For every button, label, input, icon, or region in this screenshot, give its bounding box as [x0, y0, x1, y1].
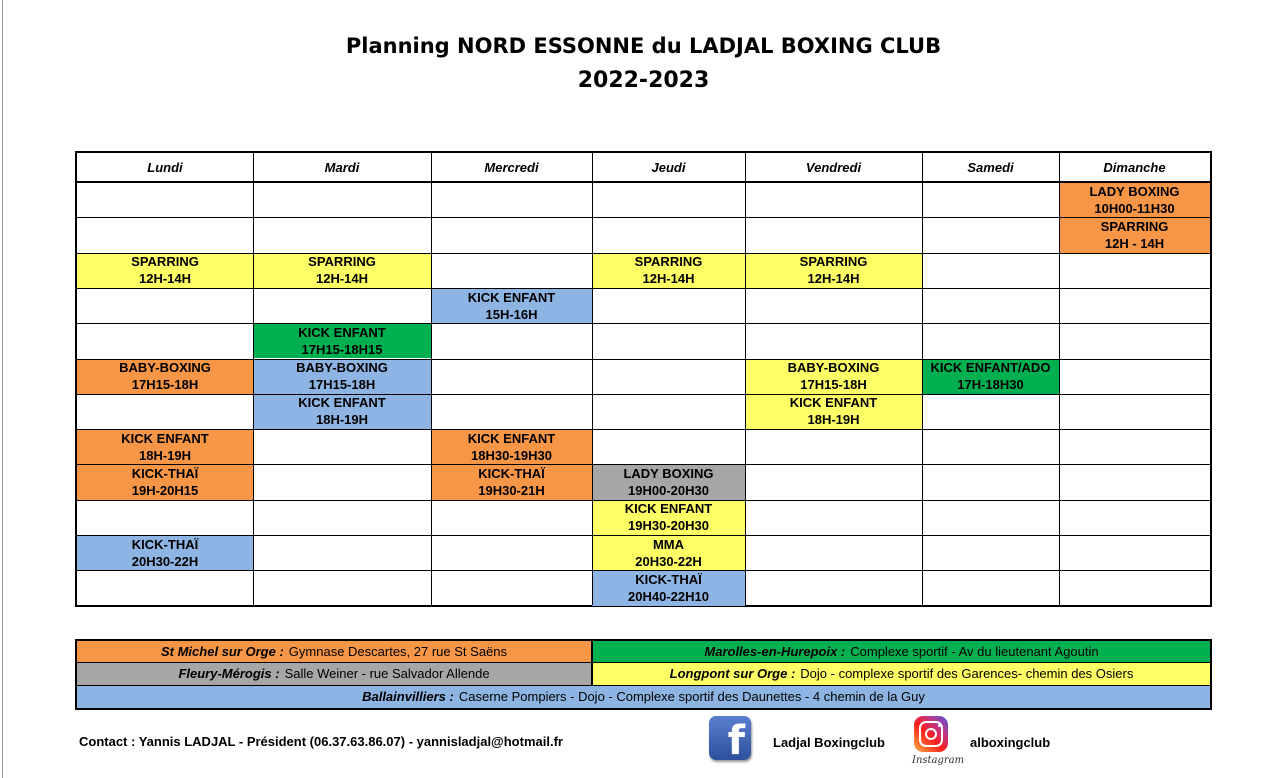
- session-name: MMA: [652, 536, 685, 552]
- location-ballainvilliers: [77, 686, 1210, 708]
- day-header-dimanche: Dimanche: [1103, 160, 1166, 175]
- session-name: BABY-BOXING: [296, 360, 388, 376]
- row-divider: [77, 429, 1210, 430]
- session-name: SPARRING: [131, 254, 199, 270]
- session-name: KICK-THAÏ: [478, 466, 545, 482]
- session-time: 18H30-19H30: [471, 447, 552, 463]
- facebook-page-label: Ladjal Boxingclub: [773, 735, 885, 750]
- session-name: SPARRING: [634, 254, 703, 270]
- session-time: 15H-16H: [485, 306, 538, 322]
- location-marolles-en-hurepoix: [593, 641, 1210, 663]
- location-address: Complexe sportif - Av du lieutenant Agoutin: [850, 644, 1099, 660]
- session-mardi-kick-enfant: [253, 323, 431, 358]
- session-lundi-kick-thai: [77, 535, 253, 570]
- day-header-lundi: Lundi: [147, 160, 183, 175]
- session-time: 12H-14H: [642, 271, 695, 287]
- session-time: 17H-18H30: [957, 377, 1024, 393]
- session-time: 19H30-21H: [478, 483, 545, 499]
- session-name: KICK ENFANT: [467, 430, 556, 446]
- season-subtitle: 2022-2023: [577, 68, 710, 93]
- day-header-mardi: Mardi: [324, 160, 360, 175]
- session-time: 19H30-20H30: [628, 518, 709, 534]
- session-name: KICK-THAÏ: [131, 466, 199, 482]
- instagram-wordmark: Instagram: [912, 755, 965, 766]
- session-time: 17H15-18H: [800, 377, 867, 393]
- session-time: 19H-20H15: [131, 483, 199, 499]
- session-lundi-baby-boxing: [77, 359, 253, 394]
- session-jeudi-lady-boxing: [592, 464, 745, 499]
- day-header-samedi: Samedi: [967, 160, 1014, 175]
- session-time: 10H00-11H30: [1094, 200, 1175, 216]
- column-divider: [922, 153, 923, 605]
- session-dimanche-sparring: [1059, 217, 1210, 252]
- session-jeudi-kick-thai: [592, 570, 745, 605]
- session-time: 20H30-22H: [635, 553, 702, 569]
- session-name: KICK ENFANT: [624, 501, 713, 517]
- session-time: 18H-19H: [315, 412, 369, 428]
- session-mercredi-kick-thai: [431, 464, 592, 499]
- session-time: 19H00-20H30: [628, 483, 709, 499]
- column-divider: [431, 153, 432, 605]
- session-name: LADY BOXING: [623, 466, 714, 482]
- session-time: 18H-19H: [138, 447, 192, 463]
- session-name: KICK ENFANT/ADO: [930, 360, 1051, 376]
- session-name: KICK-THAÏ: [131, 536, 199, 552]
- session-jeudi-mma: [592, 535, 745, 570]
- session-name: BABY-BOXING: [787, 360, 880, 376]
- session-time: 20H40-22H10: [628, 588, 709, 604]
- page-title: Planning NORD ESSONNE du LADJAL BOXING CLUB: [345, 34, 942, 58]
- row-divider: [77, 253, 1210, 254]
- session-time: 17H15-18H: [308, 377, 376, 393]
- location-place: Longpont sur Orge :: [669, 666, 796, 682]
- session-name: KICK ENFANT: [121, 430, 209, 446]
- session-mardi-kick-enfant: [253, 394, 431, 429]
- session-mardi-baby-boxing: [253, 359, 431, 394]
- session-vendredi-baby-boxing: [745, 359, 922, 394]
- row-divider: [77, 323, 1210, 324]
- session-name: BABY-BOXING: [119, 360, 211, 376]
- row-divider: [77, 181, 1210, 183]
- session-vendredi-sparring: [745, 253, 922, 288]
- session-mercredi-kick-enfant: [431, 288, 592, 323]
- column-divider: [253, 153, 254, 605]
- row-divider: [77, 464, 1210, 465]
- instagram-account-label: alboxingclub: [970, 735, 1051, 750]
- location-place: St Michel sur Orge :: [160, 644, 284, 660]
- session-time: 17H15-18H: [131, 377, 199, 393]
- facebook-icon[interactable]: f: [709, 716, 751, 760]
- row-divider: [77, 570, 1210, 571]
- page-left-border: [2, 0, 3, 778]
- session-jeudi-sparring: [592, 253, 745, 288]
- session-time: 20H30-22H: [131, 553, 199, 569]
- location-address: Gymnase Descartes, 27 rue St Saëns: [288, 644, 508, 660]
- session-lundi-sparring: [77, 253, 253, 288]
- row-divider: [77, 394, 1210, 395]
- row-divider: [77, 359, 1210, 360]
- row-divider: [77, 500, 1210, 501]
- session-name: LADY BOXING: [1089, 183, 1180, 199]
- session-time: 12H-14H: [315, 271, 369, 287]
- session-name: SPARRING: [1100, 218, 1169, 234]
- location-place: Marolles-en-Hurepoix :: [704, 644, 846, 660]
- location-address: Caserne Pompiers - Dojo - Complexe sportif des Daunettes - 4 chemin de la Guy: [458, 689, 925, 705]
- row-divider: [77, 535, 1210, 536]
- session-lundi-kick-thai: [77, 464, 253, 499]
- day-header-mercredi: Mercredi: [484, 160, 539, 175]
- session-name: KICK-THAÏ: [635, 571, 702, 587]
- session-name: KICK ENFANT: [467, 289, 556, 305]
- session-time: 18H-19H: [807, 412, 860, 428]
- day-header-vendredi: Vendredi: [805, 160, 862, 175]
- session-time: 12H-14H: [807, 271, 860, 287]
- session-time: 17H15-18H15: [301, 341, 383, 357]
- location-place: Ballainvilliers :: [362, 689, 454, 705]
- contact-info: Contact : Yannis LADJAL - Président (06.37.63.86.07) - yannisladjal@hotmail.fr: [79, 734, 563, 749]
- session-mercredi-kick-enfant: [431, 429, 592, 464]
- row-divider: [77, 217, 1210, 218]
- session-name: KICK ENFANT: [789, 395, 878, 411]
- session-name: SPARRING: [308, 254, 376, 270]
- session-lundi-kick-enfant: [77, 429, 253, 464]
- session-samedi-kick-enfant-ado: [922, 359, 1059, 394]
- column-divider: [592, 153, 593, 605]
- location-place: Fleury-Mérogis :: [178, 666, 280, 682]
- session-time: 12H-14H: [138, 271, 192, 287]
- instagram-icon[interactable]: [914, 716, 948, 752]
- schedule-table: [75, 151, 1212, 607]
- location-address: Dojo - complexe sportif des Garences- chemin des Osiers: [800, 666, 1134, 682]
- location-longpont-sur-orge: [593, 663, 1210, 685]
- location-st-michel-sur-orge: [77, 641, 593, 663]
- locations-legend: [75, 639, 1212, 710]
- session-name: SPARRING: [799, 254, 868, 270]
- session-time: 12H - 14H: [1104, 235, 1165, 251]
- row-divider: [77, 288, 1210, 289]
- session-name: KICK ENFANT: [298, 395, 386, 411]
- column-divider: [745, 153, 746, 605]
- session-mardi-sparring: [253, 253, 431, 288]
- session-dimanche-lady-boxing: [1059, 182, 1210, 217]
- session-jeudi-kick-enfant: [592, 500, 745, 535]
- location-address: Salle Weiner - rue Salvador Allende: [284, 666, 490, 682]
- session-name: KICK ENFANT: [298, 324, 386, 340]
- day-header-jeudi: Jeudi: [651, 160, 686, 175]
- session-vendredi-kick-enfant: [745, 394, 922, 429]
- column-divider: [1059, 153, 1060, 605]
- location-fleury-merogis: [77, 663, 593, 685]
